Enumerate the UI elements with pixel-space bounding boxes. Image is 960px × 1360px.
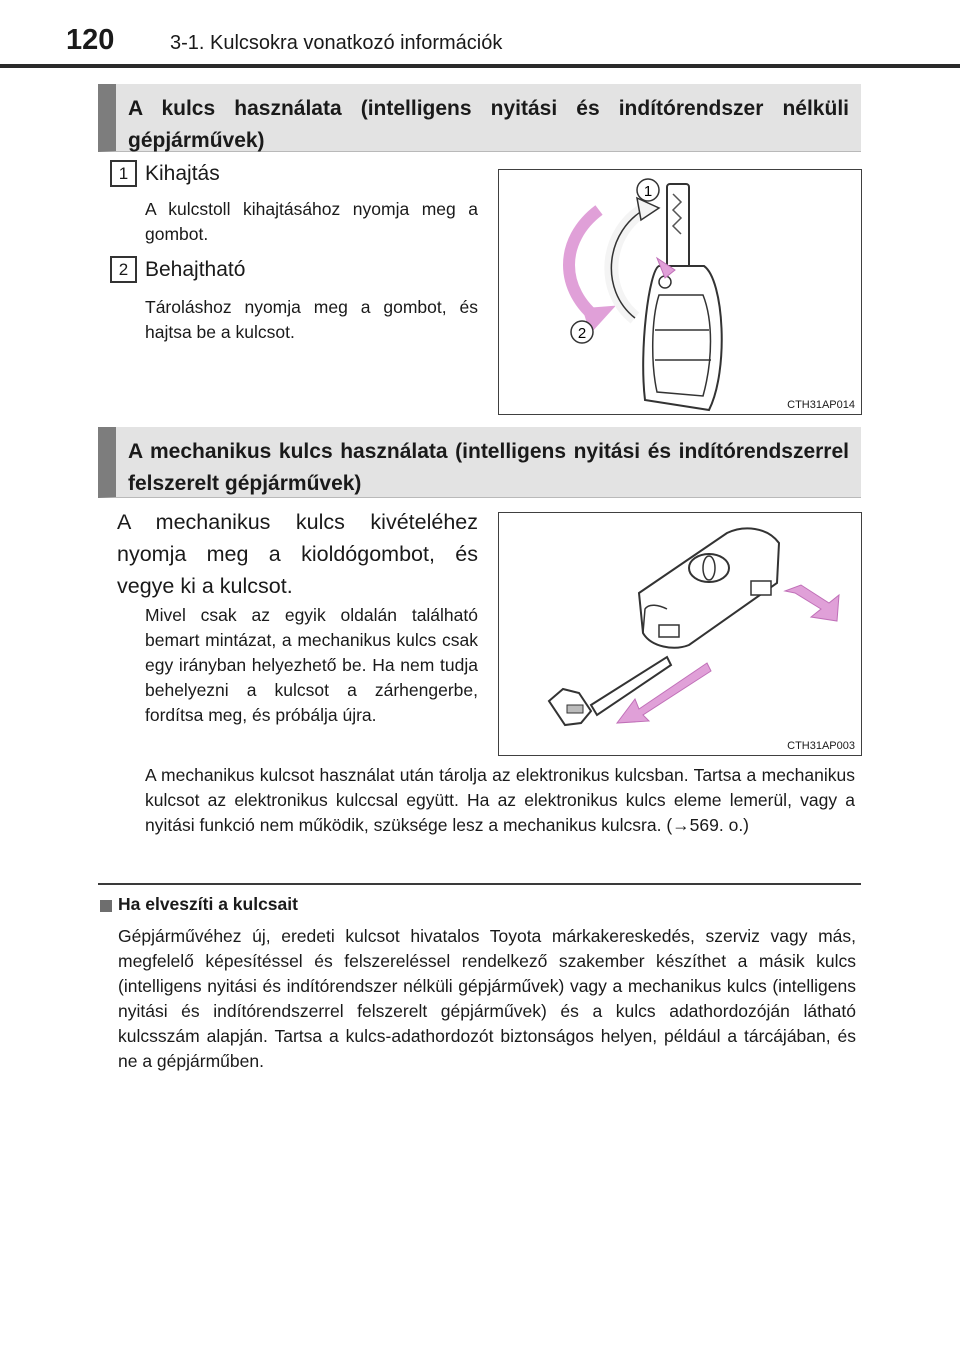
figure-code-1: CTH31AP014	[787, 399, 855, 411]
section-heading-key-usage: A kulcs használata (intelligens nyitási és indítórendszer nélküli gépjárművek)	[98, 84, 861, 152]
item-title-fold: Behajtható	[145, 258, 246, 281]
item-number-2: 2	[110, 256, 137, 283]
section-heading-mechanical-key: A mechanikus kulcs használata (intelligens nyitási és indítórendszerrel felszerelt gépjárművek)	[98, 427, 861, 498]
fold-arrow	[569, 210, 599, 320]
chapter-title: 3-1. Kulcsokra vonatkozó információk	[170, 32, 503, 54]
section-divider	[98, 883, 861, 885]
mechanical-key-storage-note: A mechanikus kulcsot használat után tárolja az elektronikus kulcsban. Tartsa a mechanikus kulcsot az elektronikus kulccsal együtt. Ha az elektronikus kulcs eleme lemerül, vagy a nyitási funkció nem működik, szüksége lesz a mechanikus kulcsra. (→569. o.)	[145, 765, 855, 835]
bullet-square-icon	[100, 900, 112, 912]
figure-code-2: CTH31AP003	[787, 740, 855, 752]
page-number: 120	[66, 24, 115, 56]
item-text-fold: Tároláshoz nyomja meg a gombot, és hajtsa be a kulcsot.	[145, 297, 478, 342]
lost-keys-title: Ha elveszíti a kulcsait	[118, 894, 298, 914]
smart-key-illustration	[499, 513, 861, 755]
figure-smart-key	[498, 512, 862, 756]
push-arrow	[785, 585, 839, 621]
mechanical-key-note: Mivel csak az egyik oldalán található bemart mintázat, a mechanikus kulcs csak egy irányban helyezhető be. Ha nem tudja behelyezni a kulcsot a zárhengerbe, fordítsa meg, és próbálja újra.	[145, 605, 478, 725]
header-rule	[0, 64, 960, 68]
mechanical-key-lead: A mechanikus kulcs kivételéhez nyomja meg a kioldógombot, és vegye ki a kulcsot.	[117, 510, 478, 598]
callout-2-label: 2	[577, 325, 587, 342]
item-number-1: 1	[110, 160, 137, 187]
item-title-unfold: Kihajtás	[145, 162, 220, 185]
lost-keys-text: Gépjárművéhez új, eredeti kulcsot hivatalos Toyota márkakereskedés, szerviz vagy más, megfelelő képesítéssel és felszereléssel rendelkező szakember készíthet a másik kulcs (intelligens nyitási és indítórendszer nélküli gépjárművek) vagy a mechanikus kulcs (intelligens nyitási és indítórendszerrel felszerelt gépjárművek) és a kulcs adathordozóján látható kulcsszám alapján. Tartsa a kulcs-adathordozót biztonságos helyen, például a tárcájában, és ne a gépjárműben.	[118, 926, 856, 1071]
flip-key-illustration	[499, 170, 861, 414]
release-button	[751, 581, 771, 595]
callout-1-label: 1	[643, 183, 653, 200]
item-text-unfold: A kulcstoll kihajtásához nyomja meg a gombot.	[145, 199, 478, 244]
figure-flip-key	[498, 169, 862, 415]
